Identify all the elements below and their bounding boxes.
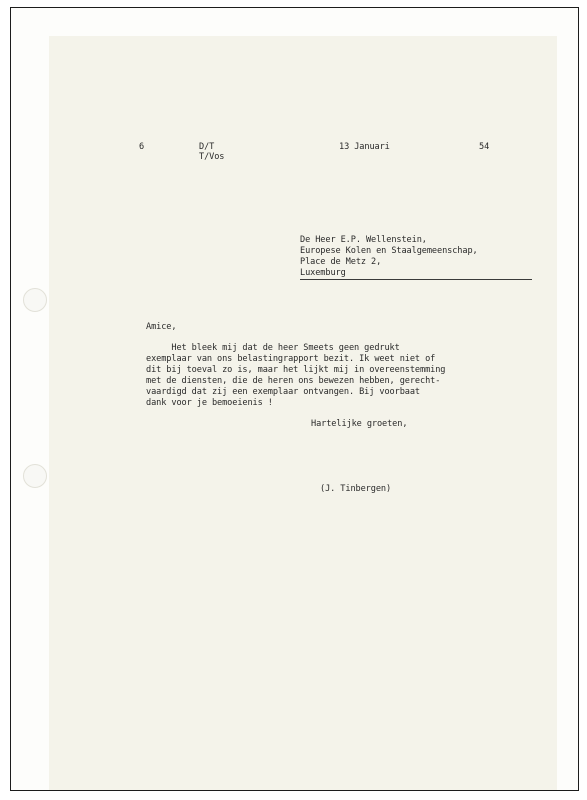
letter-year: 54 <box>479 142 490 152</box>
body-line-6: dank voor je bemoeienis ! <box>146 398 273 408</box>
body-line-4: met de diensten, die de heren ons bewezen hebben, gerecht- <box>146 376 441 386</box>
body-line-1: Het bleek mij dat de heer Smeets geen gedrukt <box>146 343 400 353</box>
closing: Hartelijke groeten, <box>311 419 408 429</box>
body-line-2: exemplaar van ons belastingrapport bezit. Ik weet niet of <box>146 354 436 364</box>
addressee-line-3: Place de Metz 2, <box>300 257 382 267</box>
reference-line-1: D/T <box>199 142 215 152</box>
scan-frame <box>10 7 579 791</box>
body-line-3: dit bij toeval zo is, maar het lijkt mij in overeenstemming <box>146 365 446 375</box>
punch-hole-top <box>23 288 47 312</box>
signature: (J. Tinbergen) <box>320 484 392 494</box>
addressee-line-4: Luxemburg <box>300 268 346 278</box>
punch-hole-bottom <box>23 464 47 488</box>
addressee-line-1: De Heer E.P. Wellenstein, <box>300 235 427 245</box>
page-number: 6 <box>139 142 145 152</box>
reference-line-2: T/Vos <box>199 152 225 162</box>
letter-page <box>49 36 557 790</box>
letter-date: 13 Januari <box>339 142 390 152</box>
addressee-underline <box>300 279 532 280</box>
addressee-line-2: Europese Kolen en Staalgemeenschap, <box>300 246 478 256</box>
body-line-5: vaardigd dat zij een exemplaar ontvangen. Bij voorbaat <box>146 387 420 397</box>
salutation: Amice, <box>146 322 177 332</box>
